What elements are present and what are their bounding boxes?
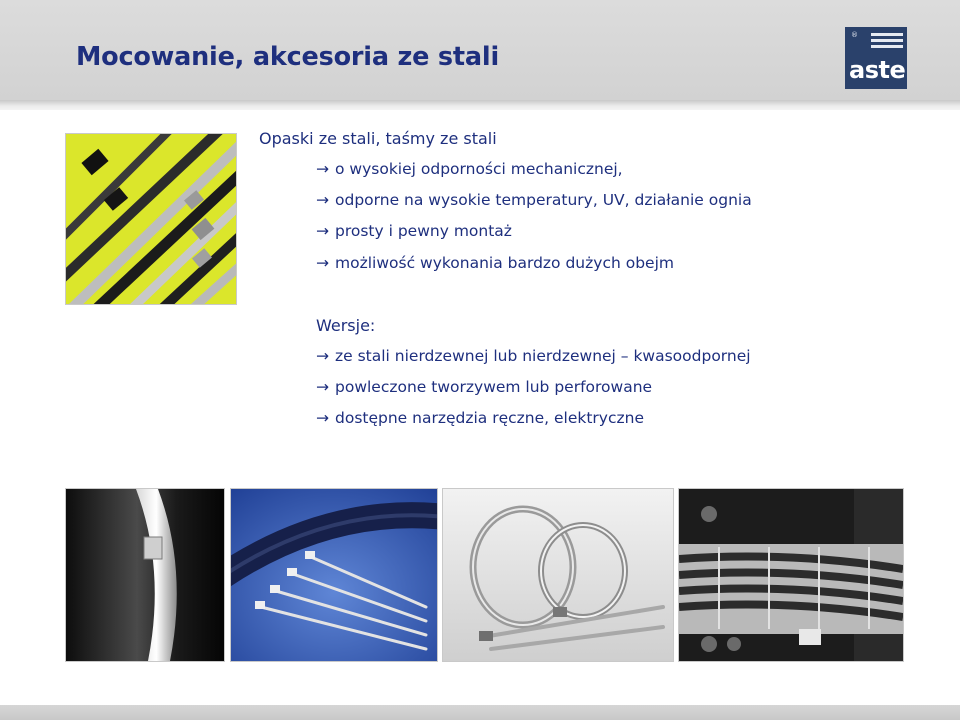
features-item: [316, 254, 674, 272]
slide-footer: [0, 705, 960, 720]
versions-item-text: ze stali nierdzewnej lub nierdzewnej – kwasoodpornej: [335, 347, 751, 365]
header-shadow: [0, 100, 960, 110]
slide-title: Mocowanie, akcesoria ze stali: [76, 42, 499, 72]
arrow-right-icon: →: [316, 160, 329, 178]
features-item-text: odporne na wysokie temperatury, UV, działanie ognia: [335, 191, 752, 209]
logo-stripes: [871, 33, 903, 51]
versions-item-text: dostępne narzędzia ręczne, elektryczne: [335, 409, 644, 427]
versions-heading: Wersje:: [316, 316, 376, 335]
versions-item-text: powleczone tworzywem lub perforowane: [335, 378, 653, 396]
versions-item: [316, 378, 652, 396]
features-item-text: prosty i pewny montaż: [335, 222, 512, 240]
arrow-right-icon: →: [316, 378, 329, 396]
arrow-right-icon: →: [316, 409, 329, 427]
arrow-right-icon: →: [316, 254, 329, 272]
photo-steel-loops: [442, 488, 674, 662]
photo-cable-ties-yellow: [65, 133, 237, 305]
photo-pipe-band: [65, 488, 225, 662]
features-item: [316, 222, 512, 240]
features-item: [316, 191, 752, 209]
aste-logo: [845, 27, 907, 89]
photo-cable-tray-installation: [678, 488, 904, 662]
photo-ties-blue: [230, 488, 438, 662]
versions-item: [316, 347, 751, 365]
arrow-right-icon: →: [316, 222, 329, 240]
features-item-text: o wysokiej odporności mechanicznej,: [335, 160, 623, 178]
logo-text: aste: [849, 56, 906, 84]
arrow-right-icon: →: [316, 191, 329, 209]
registered-mark: ®: [851, 31, 858, 39]
arrow-right-icon: →: [316, 347, 329, 365]
versions-item: [316, 409, 644, 427]
features-item: [316, 160, 623, 178]
features-heading: Opaski ze stali, taśmy ze stali: [259, 129, 497, 148]
features-item-text: możliwość wykonania bardzo dużych obejm: [335, 254, 674, 272]
